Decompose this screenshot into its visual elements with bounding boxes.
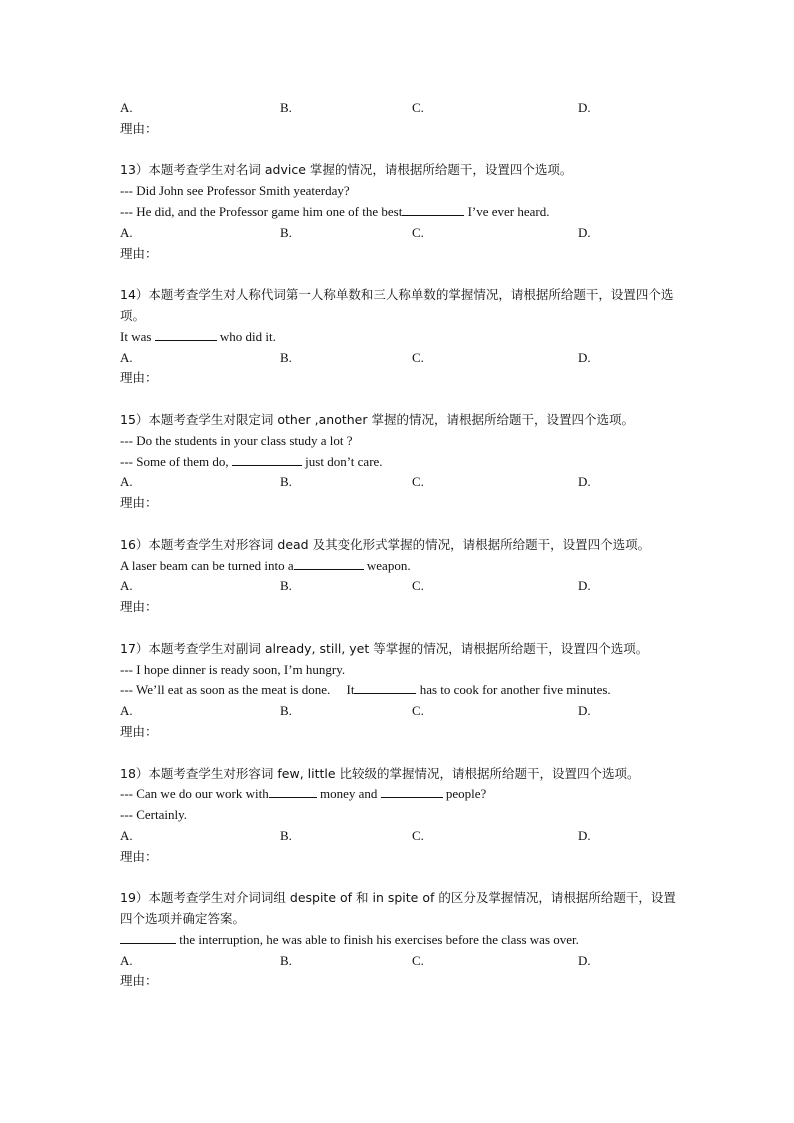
q17-line-1: --- I hope dinner is ready soon, I’m hungry. [120,661,346,677]
option-b: B. [280,827,292,843]
option-b: B. [280,224,292,240]
option-b: B. [280,474,292,490]
option-a: A. [120,952,133,968]
q13-options [120,223,680,244]
q17-options [120,701,680,722]
answer-blank[interactable] [402,203,464,216]
q14-reason: 理由： [120,370,158,386]
q18-reason: 理由： [120,848,158,864]
answer-blank[interactable] [294,557,364,570]
q14-heading: 14）本题考查学生对人称代词第一人称单数和三人称单数的掌握情况，请根据所给题干，设置四个选项。 [120,287,674,323]
option-d: D. [578,349,591,365]
option-d: D. [578,474,591,490]
q16-options [120,576,680,597]
option-a: A. [120,827,133,843]
q15-heading: 15）本题考查学生对限定词 other ,another 掌握的情况，请根据所给题干，设置四个选项。 [120,411,634,427]
q12-reason: 理由： [120,120,158,136]
q18-line-2: --- Certainly. [120,807,188,823]
option-d: D. [578,952,591,968]
option-a: A. [120,578,133,594]
option-a: A. [120,100,133,115]
option-c: C. [412,474,424,490]
q18-options [120,826,680,847]
option-d: D. [578,100,591,115]
option-a: A. [120,224,133,240]
q13-heading: 13）本题考查学生对名词 advice 掌握的情况，请根据所给题干，设置四个选项。 [120,162,573,178]
answer-blank[interactable] [269,785,317,798]
answer-blank[interactable] [232,453,302,466]
option-a: A. [120,474,133,490]
q17-heading: 17）本题考查学生对副词 already, still, yet 等掌握的情况，请根据所给题干，设置四个选项。 [120,640,649,656]
option-b: B. [280,578,292,594]
option-c: C. [412,827,424,843]
answer-blank[interactable] [155,328,217,341]
q14-options [120,348,680,369]
q19-options [120,951,680,972]
q13-line-1: --- Did John see Professor Smith yeaterday? [120,183,350,199]
option-b: B. [280,349,292,365]
answer-blank[interactable] [120,931,176,944]
q14-line-1: It was who did it. [120,328,276,344]
option-c: C. [412,349,424,365]
q16-line-1: A laser beam can be turned into a weapon. [120,557,411,573]
answer-blank[interactable] [381,785,443,798]
q17-line-2: --- We’ll eat as soon as the meat is done. It has to cook for another five minutes. [120,682,611,698]
option-c: C. [412,578,424,594]
option-b: B. [280,100,292,115]
q13-reason: 理由： [120,245,158,261]
q15-line-1: --- Do the students in your class study a lot ? [120,432,353,448]
option-c: C. [412,100,424,115]
option-a: A. [120,349,133,365]
option-c: C. [412,703,424,719]
q18-heading: 18）本题考查学生对形容词 few, little 比较级的掌握情况，请根据所给题干，设置四个选项。 [120,765,640,781]
option-b: B. [280,703,292,719]
q17-reason: 理由： [120,723,158,739]
q12-options [120,98,680,119]
q19-reason: 理由： [120,973,158,989]
option-b: B. [280,952,292,968]
question-list [120,98,680,992]
q15-options [120,472,680,493]
q19-heading: 19）本题考查学生对介词词组 despite of 和 in spite of 的区分及掌握情况，请根据所给题干，设置四个选项并确定答案。 [120,890,676,927]
option-d: D. [578,578,591,594]
option-d: D. [578,703,591,719]
q18-line-1: --- Can we do our work with money and people? [120,786,487,802]
option-d: D. [578,224,591,240]
option-c: C. [412,224,424,240]
q15-line-2: --- Some of them do, just don’t care. [120,453,383,469]
answer-blank[interactable] [354,681,416,694]
q15-reason: 理由： [120,495,158,511]
q13-line-2: --- He did, and the Professor game him one of the best I’ve ever heard. [120,203,550,219]
q16-heading: 16）本题考查学生对形容词 dead 及其变化形式掌握的情况，请根据所给题干，设置四个选项。 [120,536,651,552]
option-a: A. [120,703,133,719]
option-d: D. [578,827,591,843]
option-c: C. [412,952,424,968]
q19-line-1: the interruption, he was able to finish his exercises before the class was over. [120,930,680,951]
q16-reason: 理由： [120,599,158,615]
